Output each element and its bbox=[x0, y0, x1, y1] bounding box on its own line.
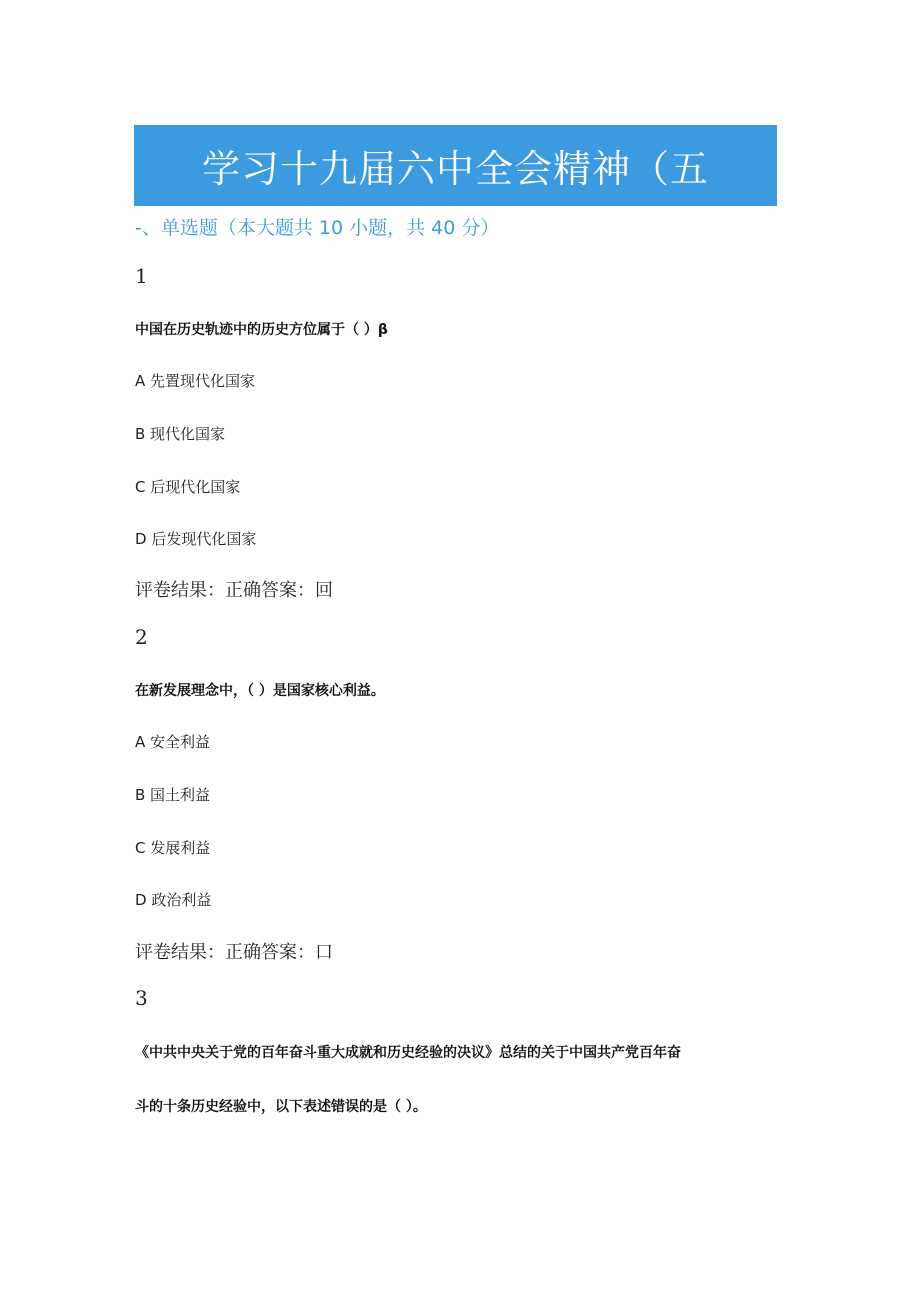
option-b[interactable]: B 国土利益 bbox=[135, 786, 211, 804]
option-b[interactable]: B 现代化国家 bbox=[135, 425, 226, 443]
option-a[interactable]: A 先置现代化国家 bbox=[135, 372, 256, 390]
option-a[interactable]: A 安全利益 bbox=[135, 733, 211, 751]
question-text: 中国在历史轨迹中的历史方位属于（ ）β bbox=[135, 322, 388, 338]
title-banner bbox=[134, 125, 777, 206]
option-c[interactable]: C 后现代化国家 bbox=[135, 478, 241, 496]
question-text: 在新发展理念中，（ ）是国家核心利益。 bbox=[135, 683, 385, 699]
question-number: 1 bbox=[135, 264, 148, 288]
question-text-line-2: 斗的十条历史经验中，以下表述错误的是（ ）。 bbox=[135, 1099, 427, 1115]
grading-result: 评卷结果：正确答案：回 bbox=[135, 580, 333, 601]
grading-result: 评卷结果：正确答案：口 bbox=[135, 942, 333, 963]
page-title: 学习十九届六中全会精神（五 bbox=[201, 147, 709, 191]
section-heading: -、单选题（本大题共 10 小题，共 40 分） bbox=[135, 217, 500, 239]
option-d[interactable]: D 后发现代化国家 bbox=[135, 530, 257, 548]
question-text-line-1: 《中共中央关于党的百年奋斗重大成就和历史经验的决议》总结的关于中国共产党百年奋 bbox=[135, 1045, 681, 1061]
option-c[interactable]: C 发展利益 bbox=[135, 839, 211, 857]
option-d[interactable]: D 政治利益 bbox=[135, 891, 212, 909]
question-number: 3 bbox=[135, 986, 148, 1010]
question-number: 2 bbox=[135, 625, 148, 649]
